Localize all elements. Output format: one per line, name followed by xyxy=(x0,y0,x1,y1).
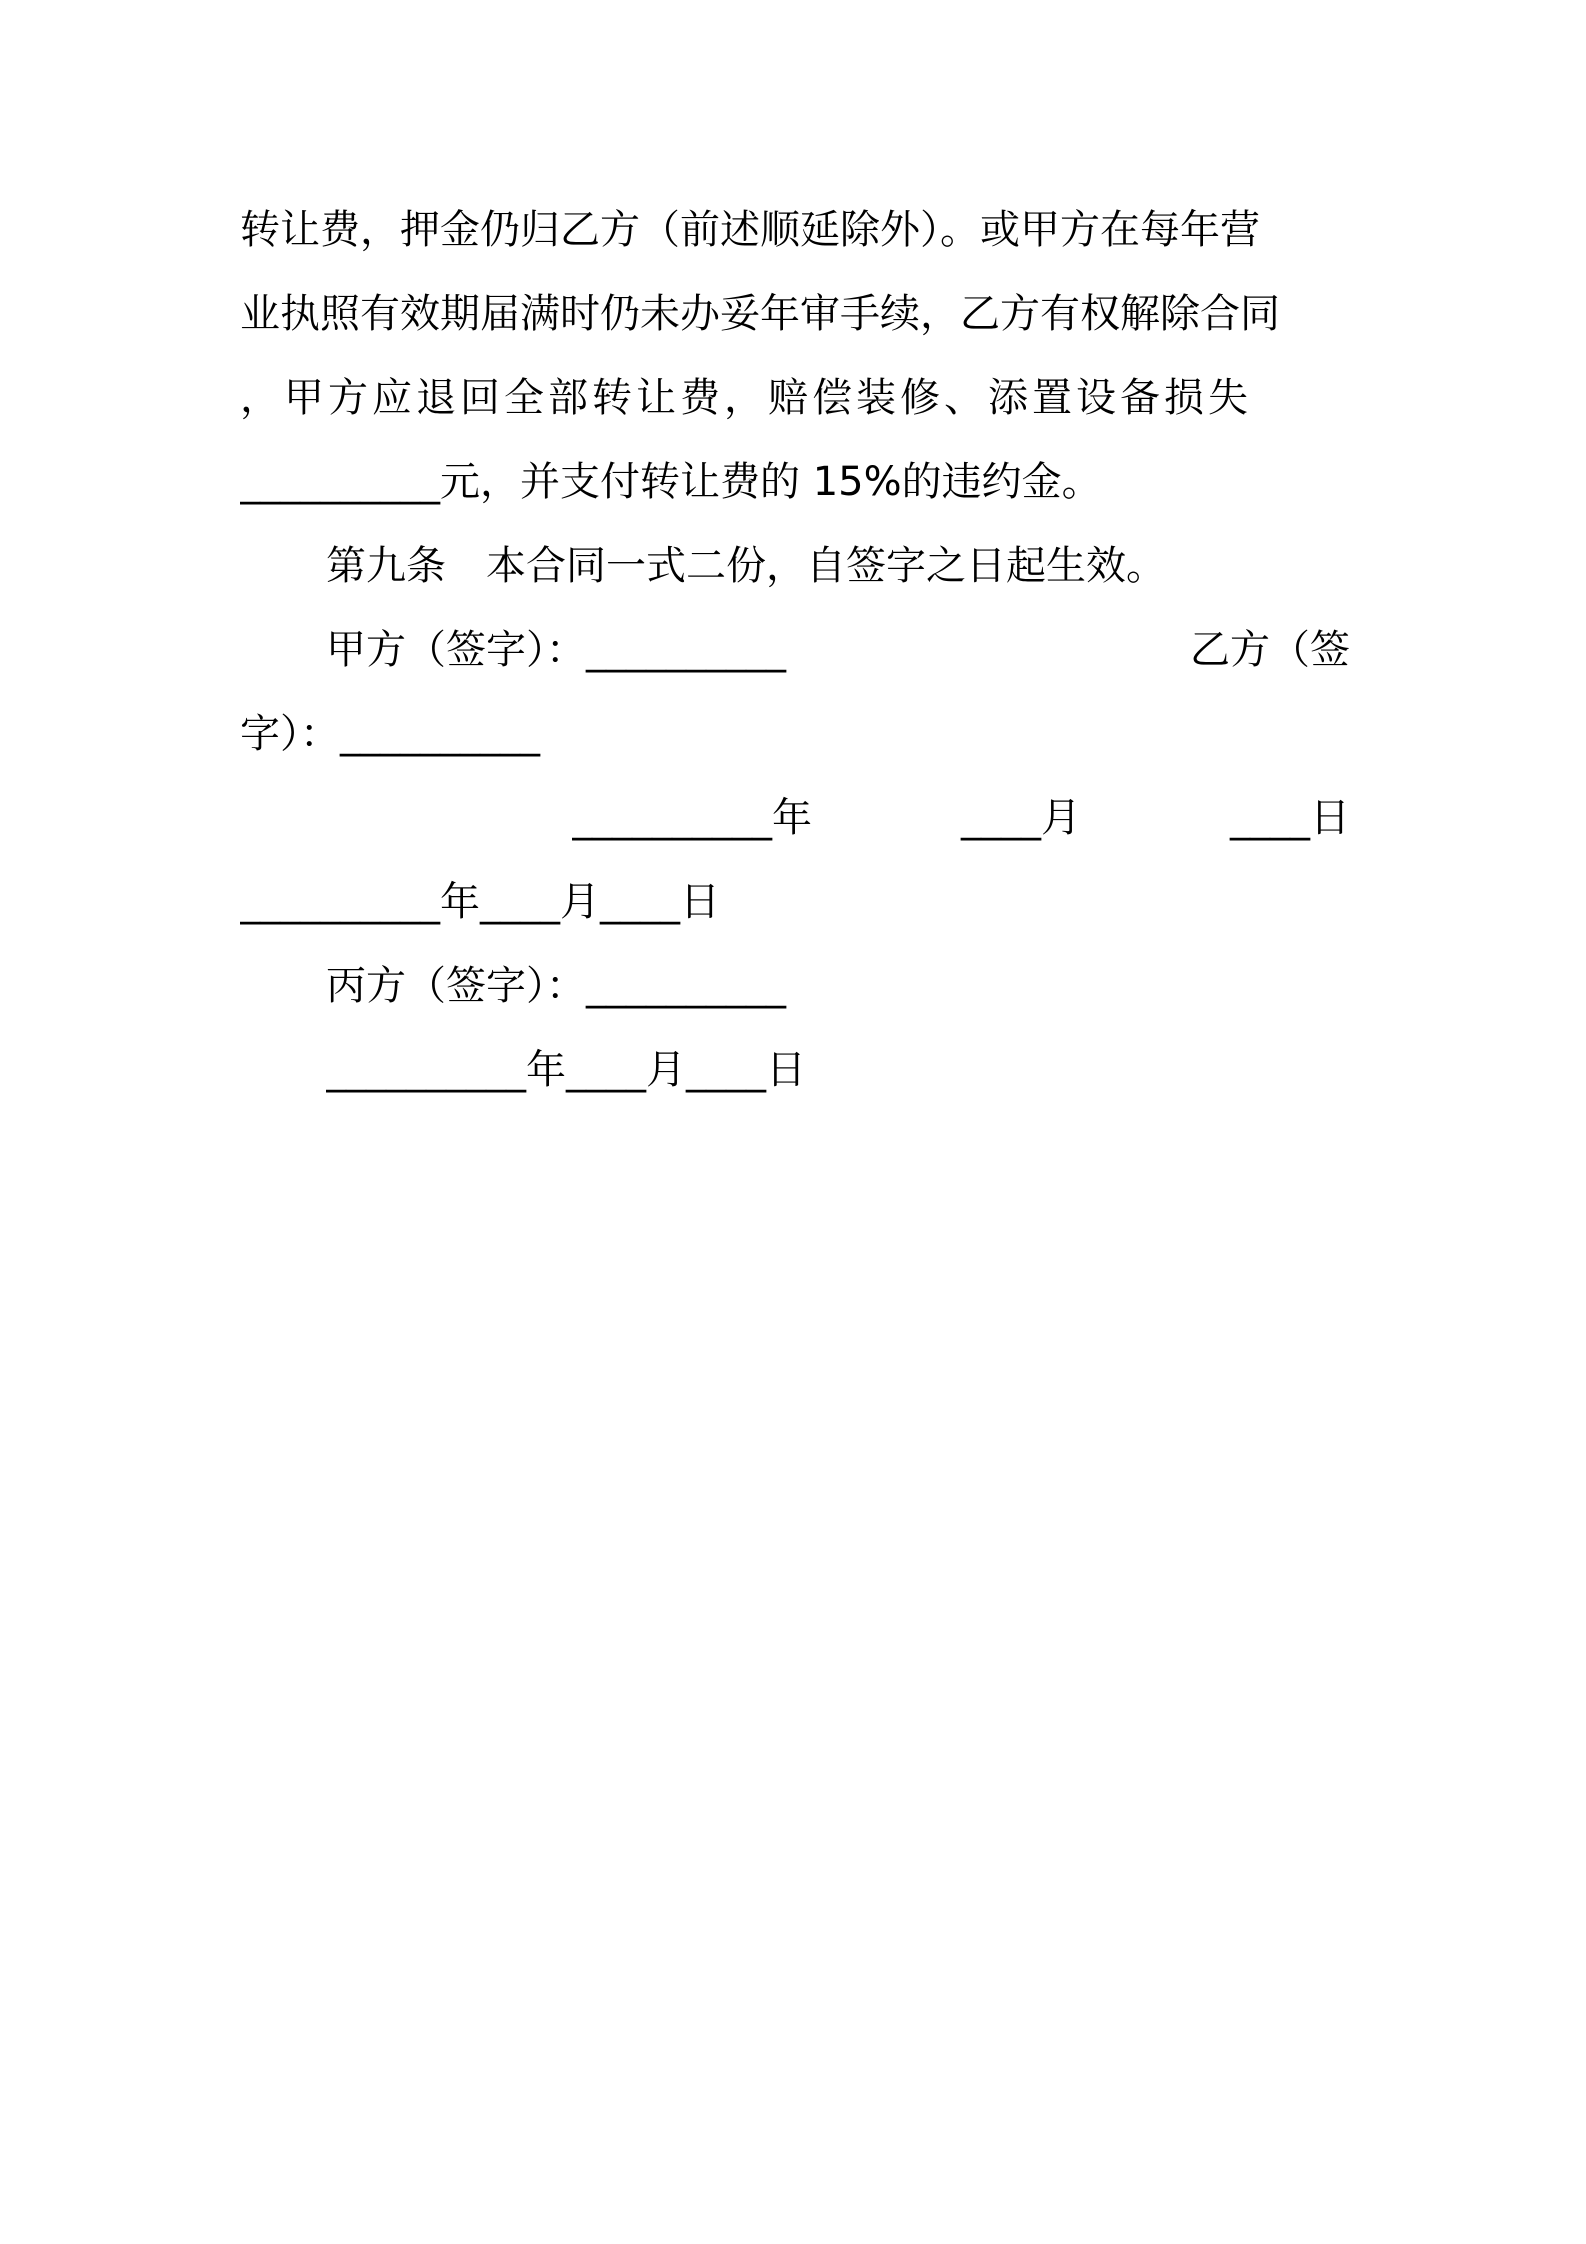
party-b-signature-label-start: 乙方（签 xyxy=(1190,627,1350,673)
paragraph-line-1 xyxy=(240,188,1350,272)
paragraph-text: 业执照有效期届满时仍未办妥年审手续，乙方有权解除合同 xyxy=(240,291,1280,337)
paragraph-line-3 xyxy=(240,356,1350,440)
paragraph-line-2 xyxy=(240,272,1350,356)
paragraph-line-4 xyxy=(240,440,1350,524)
signature-row-ab xyxy=(326,608,1350,692)
party-a-signature-label: 甲方（签字）：__________ xyxy=(326,627,786,673)
party-b-signature-label-end: 字）：__________ xyxy=(240,711,540,757)
date-row-b xyxy=(240,860,1350,944)
date-b-text: __________年____月____日 xyxy=(240,879,720,925)
signature-row-c xyxy=(326,944,1350,1028)
article-nine xyxy=(326,524,1350,608)
date-a-month: ____月 xyxy=(961,795,1081,841)
signature-row-b-continued xyxy=(240,692,1350,776)
date-a-day: ____日 xyxy=(1230,795,1350,841)
date-c-text: __________年____月____日 xyxy=(326,1047,806,1093)
date-row-c xyxy=(326,1028,1350,1112)
article-nine-text: 第九条 本合同一式二份，自签字之日起生效。 xyxy=(326,543,1166,589)
paragraph-text: ，甲方应退回全部转让费，赔偿装修、添置设备损失 xyxy=(240,375,1252,421)
paragraph-text: __________元，并支付转让费的 15%的违约金。 xyxy=(240,459,1102,505)
date-row-a xyxy=(572,776,1350,860)
date-a-year: __________年 xyxy=(572,795,812,841)
paragraph-text: 转让费，押金仍归乙方（前述顺延除外）。或甲方在每年营 xyxy=(240,207,1260,253)
party-c-signature-label: 丙方（签字）：__________ xyxy=(326,963,786,1009)
